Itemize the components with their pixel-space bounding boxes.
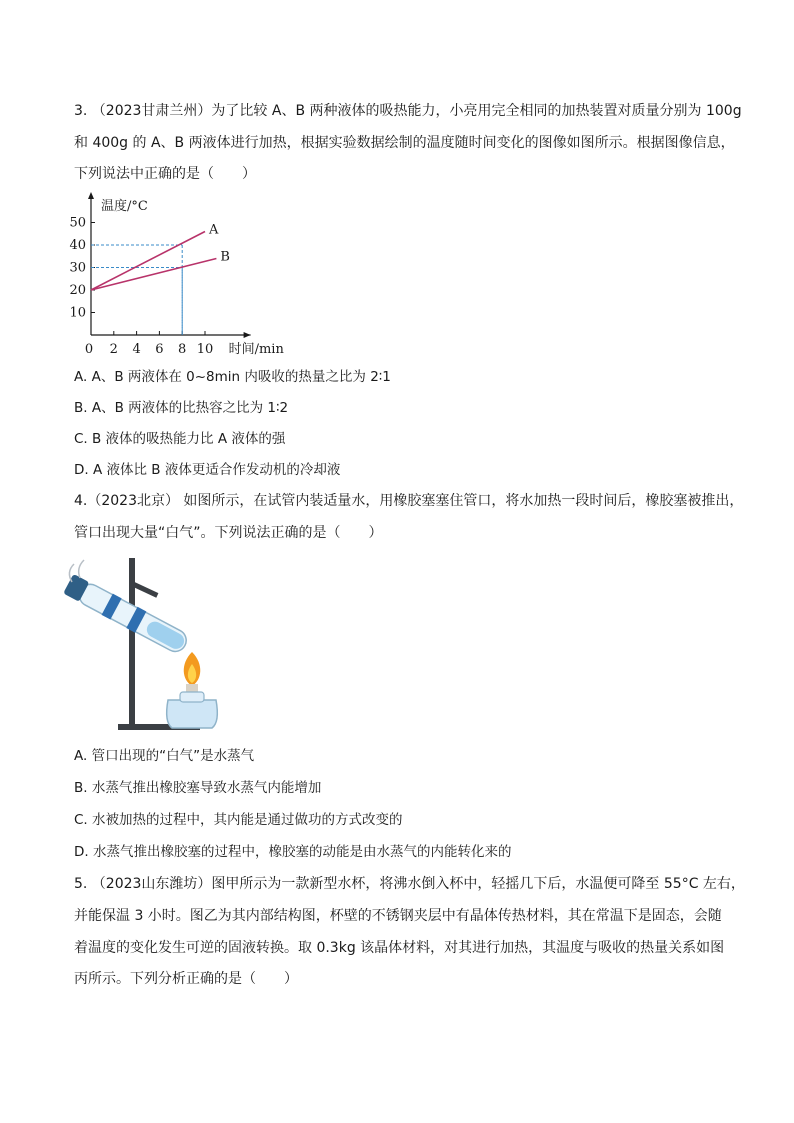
stand-rod (129, 558, 135, 726)
series-line-b (91, 259, 216, 291)
q5-stem-line-4: 丙所示。下列分析正确的是（ ） (74, 971, 298, 987)
q3-option-d: D. A 液体比 B 液体更适合作发动机的冷却液 (74, 462, 341, 478)
q4-option-b: B. 水蒸气推出橡胶塞导致水蒸气内能增加 (74, 780, 322, 796)
q3-stem-line-1: 3. （2023甘肃兰州）为了比较 A、B 两种液体的吸热能力，小亮用完全相同的加热装置对质量分别为 100g (74, 103, 742, 119)
x-tick-label: 6 (155, 342, 164, 357)
clamp-upper (133, 582, 159, 598)
y-tick-label: 40 (69, 238, 86, 253)
x-axis-arrow (244, 332, 251, 338)
q5-stem-line-1: 5. （2023山东潍坊）图甲所示为一款新型水杯，将沸水倒入杯中，轻摇几下后，水温便可降至 55°C 左右， (74, 876, 745, 892)
test-tube-heating-apparatus (60, 552, 230, 738)
y-axis-label: 温度/°C (101, 199, 148, 214)
test-tube (63, 573, 191, 656)
q3-option-b: B. A、B 两液体的比热容之比为 1∶2 (74, 400, 289, 416)
q4-option-c: C. 水被加热的过程中，其内能是通过做功的方式改变的 (74, 812, 403, 828)
q3-option-c: C. B 液体的吸热能力比 A 液体的强 (74, 431, 286, 447)
y-tick-label: 10 (69, 305, 86, 321)
y-tick-label: 50 (69, 215, 86, 231)
alcohol-lamp (167, 700, 218, 728)
x-axis-label: 时间/min (228, 342, 284, 357)
q4-option-a: A. 管口出现的“白气”是水蒸气 (74, 748, 255, 764)
white-gas-line-2 (79, 560, 84, 578)
x-tick-label: 4 (132, 342, 141, 357)
x-tick-label: 2 (109, 342, 118, 357)
y-tick-label: 20 (69, 283, 86, 298)
lamp-neck (180, 692, 204, 702)
series-line-a (91, 232, 205, 291)
y-axis-arrow (88, 192, 94, 199)
q3-option-a: A. A、B 两液体在 0~8min 内吸收的热量之比为 2∶1 (74, 369, 391, 385)
q3-stem-line-3: 下列说法中正确的是（ ） (74, 166, 256, 182)
series-label-a: A (209, 222, 219, 238)
q4-stem-line-1: 4.（2023北京） 如图所示，在试管内装适量水，用橡胶塞塞住管口，将水加热一段时间后，橡胶塞被推出， (74, 493, 744, 509)
q4-stem-line-2: 管口出现大量“白气”。下列说法正确的是（ ） (74, 525, 383, 541)
q5-stem-line-3: 着温度的变化发生可逆的固液转换。取 0.3kg 该晶体材料，对其进行加热，其温度与吸收的热量关系如图 (74, 940, 725, 956)
temperature-time-chart (60, 192, 300, 360)
x-tick-label: 0 (84, 342, 94, 357)
q5-stem-line-2: 并能保温 3 小时。图乙为其内部结构图，杯壁的不锈钢夹层中有晶体传热材料，其在常温下是固态，会随 (74, 908, 722, 924)
q3-stem-line-2: 和 400g 的 A、B 两液体进行加热，根据实验数据绘制的温度随时间变化的图像如图所示。根据图像信息， (74, 135, 735, 151)
x-tick-label: 8 (178, 342, 187, 357)
y-tick-label: 30 (69, 260, 86, 276)
x-tick-label: 10 (196, 342, 214, 357)
series-label-b: B (220, 249, 230, 265)
q4-option-d: D. 水蒸气推出橡胶塞的过程中，橡胶塞的动能是由水蒸气的内能转化来的 (74, 844, 512, 860)
